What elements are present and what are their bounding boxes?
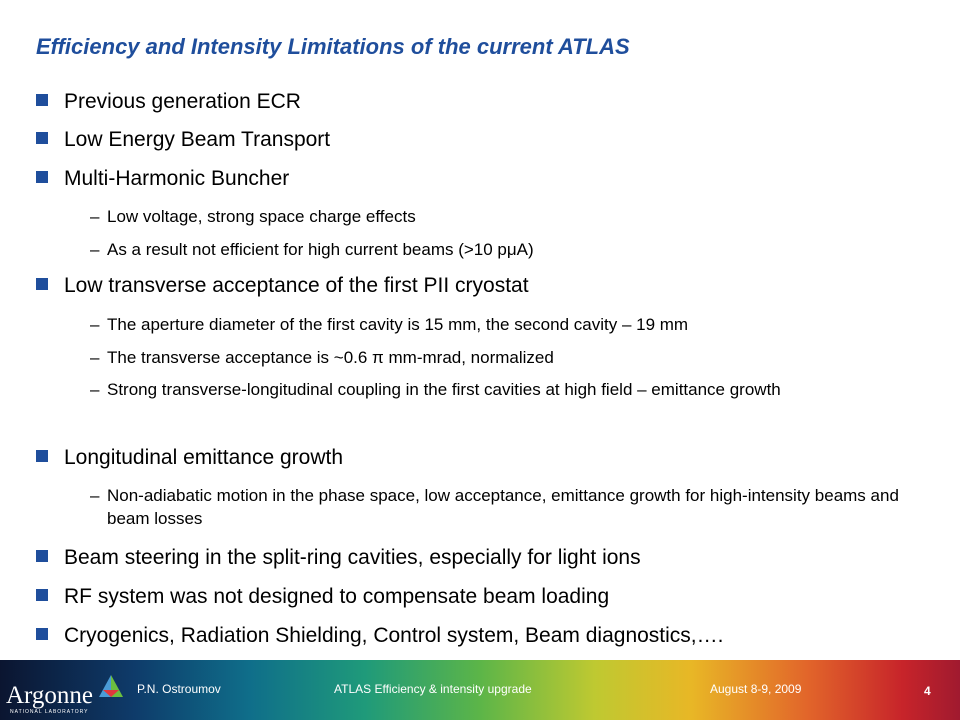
- square-bullet-icon: [36, 550, 48, 562]
- sub-bullet-text: The aperture diameter of the first cavity is 15 mm, the second cavity – 19 mm: [107, 315, 689, 334]
- dash-bullet-icon: –: [90, 207, 100, 226]
- bullet-item: [36, 89, 301, 115]
- page-number: 4: [924, 684, 931, 698]
- logo-wordmark: Argonne: [6, 682, 94, 709]
- footer-author: P.N. Ostroumov: [137, 682, 221, 696]
- sub-bullet-item: [90, 378, 940, 401]
- dash-bullet-icon: –: [90, 486, 100, 505]
- bullet-item: [36, 623, 723, 649]
- logo-subtext: NATIONAL LABORATORY: [10, 709, 89, 715]
- bullet-text: RF system was not designed to compensate beam loading: [64, 585, 610, 608]
- bullet-text: Low transverse acceptance of the first PII cryostat: [64, 274, 529, 297]
- square-bullet-icon: [36, 628, 48, 640]
- bullet-item: [36, 545, 641, 571]
- square-bullet-icon: [36, 94, 48, 106]
- sub-bullet-item: [90, 238, 940, 261]
- square-bullet-icon: [36, 589, 48, 601]
- sub-bullet-text: The transverse acceptance is ~0.6 π mm-mrad, normalized: [107, 348, 554, 367]
- square-bullet-icon: [36, 171, 48, 183]
- bullet-text: Previous generation ECR: [64, 90, 301, 113]
- sub-bullet-item: [90, 346, 940, 369]
- bullet-text: Low Energy Beam Transport: [64, 128, 331, 151]
- footer-talk-title: ATLAS Efficiency & intensity upgrade: [334, 682, 532, 696]
- bullet-item: [36, 273, 529, 299]
- sub-bullet-text: As a result not efficient for high current beams (>10 pμA): [107, 240, 534, 259]
- sub-bullet-item: [90, 313, 940, 336]
- triangle-logo-icon: [98, 674, 124, 698]
- footer-date: August 8-9, 2009: [710, 682, 802, 696]
- bullet-text: Multi-Harmonic Buncher: [64, 167, 290, 190]
- dash-bullet-icon: –: [90, 380, 100, 399]
- footer-bar: [0, 660, 960, 720]
- dash-bullet-icon: –: [90, 240, 100, 259]
- square-bullet-icon: [36, 278, 48, 290]
- square-bullet-icon: [36, 132, 48, 144]
- sub-bullet-text: Non-adiabatic motion in the phase space, low acceptance, emittance growth for high-intensity beams and beam losses: [107, 486, 899, 528]
- slide-title: Efficiency and Intensity Limitations of the current ATLAS: [36, 34, 630, 59]
- sub-bullet-text: Strong transverse-longitudinal coupling in the first cavities at high field – emittance growth: [107, 380, 781, 399]
- bullet-item: [36, 445, 343, 471]
- bullet-text: Cryogenics, Radiation Shielding, Control system, Beam diagnostics,….: [64, 624, 724, 647]
- sub-bullet-item: [90, 205, 940, 228]
- bullet-item: [36, 127, 330, 153]
- dash-bullet-icon: –: [90, 348, 100, 367]
- bullet-text: Beam steering in the split-ring cavities, especially for light ions: [64, 546, 641, 569]
- argonne-logo: [6, 674, 136, 714]
- bullet-item: [36, 584, 609, 610]
- bullet-item: [36, 166, 289, 192]
- sub-bullet-text: Low voltage, strong space charge effects: [107, 207, 416, 226]
- dash-bullet-icon: –: [90, 315, 100, 334]
- bullet-text: Longitudinal emittance growth: [64, 446, 344, 469]
- sub-bullet-item: [90, 484, 940, 530]
- square-bullet-icon: [36, 450, 48, 462]
